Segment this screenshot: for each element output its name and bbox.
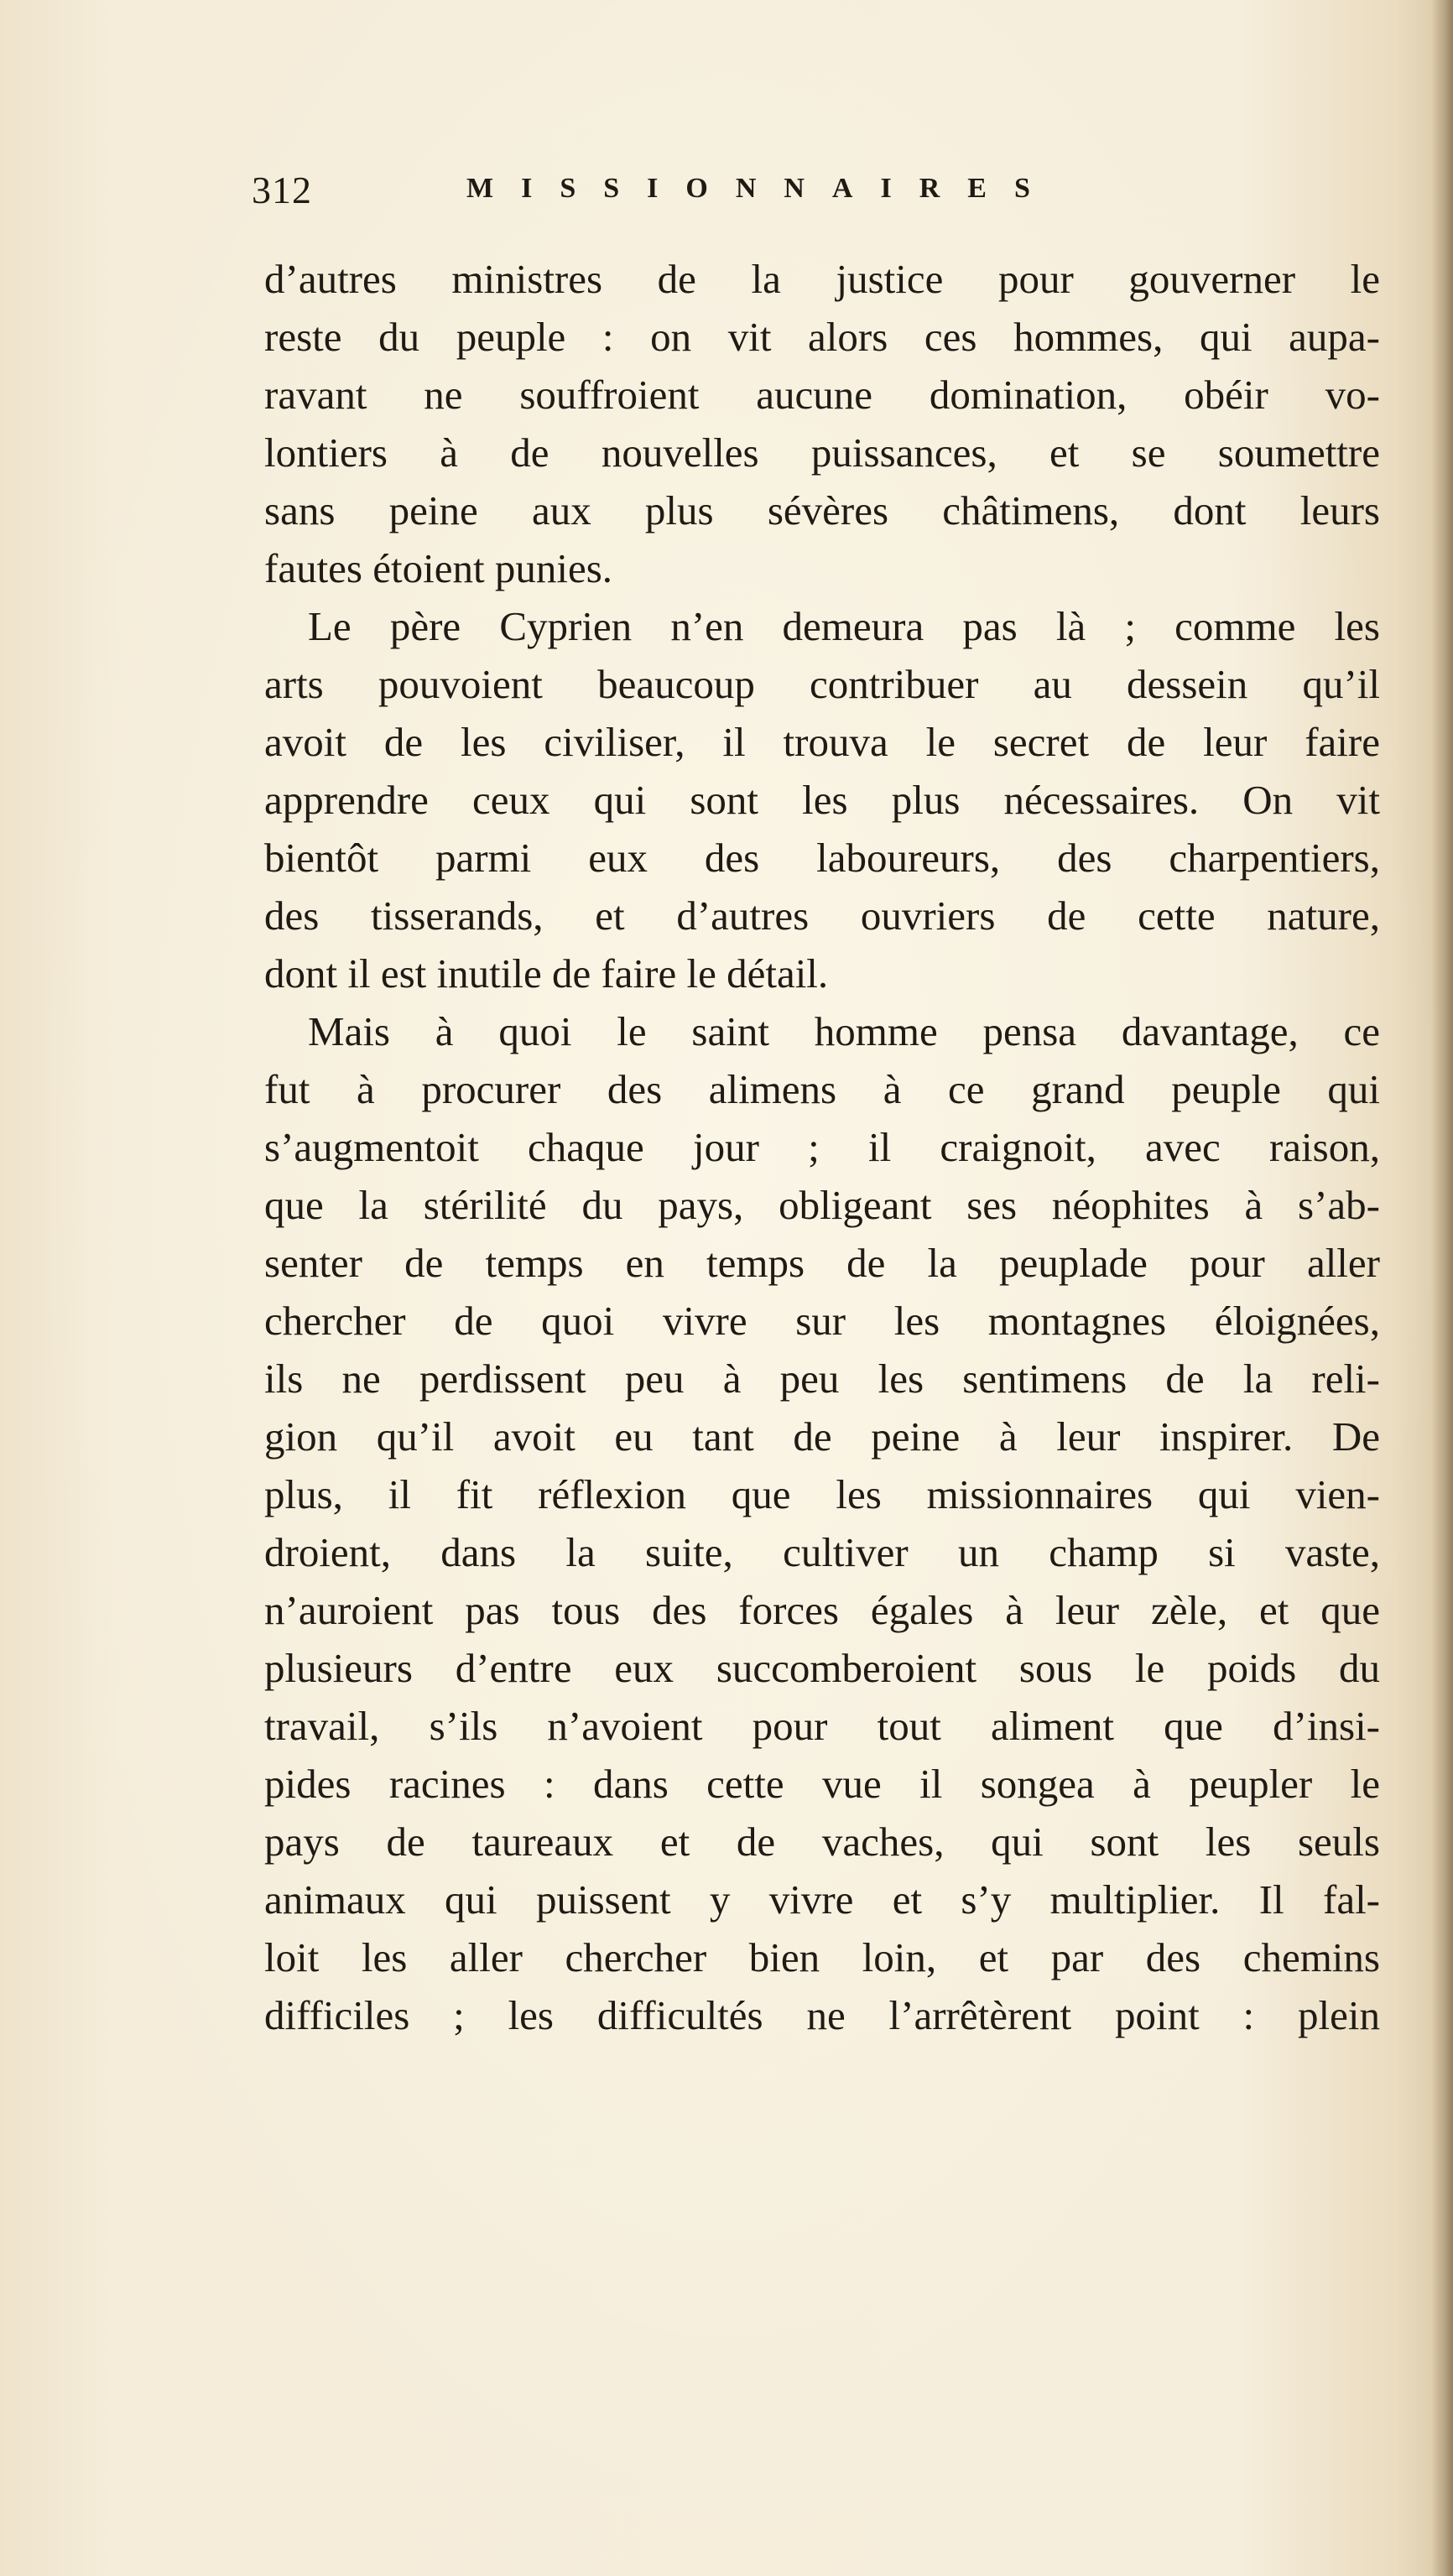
text-line: s’augmentoit chaque jour ; il craignoit, avec raison,	[264, 1124, 1380, 1170]
text-line: animaux qui puissent y vivre et s’y multiplier. Il fal-	[264, 1876, 1380, 1923]
text-line: sans peine aux plus sévères châtimens, dont leurs	[264, 487, 1380, 533]
text-line: bientôt parmi eux des laboureurs, des charpentiers,	[264, 835, 1380, 881]
text-line: fut à procurer des alimens à ce grand peuple qui	[264, 1066, 1380, 1112]
running-head: MISSIONNAIRES	[466, 173, 1058, 204]
text-line: pays de taureaux et de vaches, qui sont les seuls	[264, 1819, 1380, 1865]
text-line: apprendre ceux qui sont les plus nécessaires. On vit	[264, 777, 1380, 823]
text-line: difficiles ; les difficultés ne l’arrêtèrent point : plein	[264, 1992, 1380, 2038]
text-line: n’auroient pas tous des forces égales à leur zèle, et que	[264, 1587, 1380, 1633]
text-line: avoit de les civiliser, il trouva le secret de leur faire	[264, 719, 1380, 765]
paragraph-start-line: Mais à quoi le saint homme pensa davantage, ce	[308, 1008, 1380, 1054]
text-line: senter de temps en temps de la peuplade pour aller	[264, 1240, 1380, 1286]
page-number: 312	[252, 169, 312, 211]
text-line: chercher de quoi vivre sur les montagnes éloignées,	[264, 1298, 1380, 1344]
text-line: travail, s’ils n’avoient pour tout aliment que d’insi-	[264, 1703, 1380, 1749]
text-line: plusieurs d’entre eux succomberoient sous le poids du	[264, 1645, 1380, 1691]
text-line: que la stérilité du pays, obligeant ses néophites à s’ab-	[264, 1182, 1380, 1228]
text-line: loit les aller chercher bien loin, et par des chemins	[264, 1934, 1380, 1980]
body-text	[264, 250, 1380, 2044]
page-header	[252, 168, 1174, 218]
text-line: gion qu’il avoit eu tant de peine à leur inspirer. De	[264, 1413, 1380, 1460]
text-line: ravant ne souffroient aucune domination, obéir vo-	[264, 372, 1380, 418]
paragraph-start-line: Le père Cyprien n’en demeura pas là ; comme les	[308, 603, 1380, 649]
text-line: dont il est inutile de faire le détail.	[264, 950, 829, 997]
text-line: plus, il fit réflexion que les missionnaires qui vien-	[264, 1471, 1380, 1517]
text-line: ils ne perdissent peu à peu les sentimens de la reli-	[264, 1356, 1380, 1402]
text-line: fautes étoient punies.	[264, 545, 613, 591]
text-line: reste du peuple : on vit alors ces hommes, qui aupa-	[264, 314, 1380, 360]
text-line: droient, dans la suite, cultiver un champ si vaste,	[264, 1529, 1380, 1575]
page-edge-shadow	[1431, 0, 1453, 2576]
text-line: d’autres ministres de la justice pour gouverner le	[264, 256, 1380, 302]
text-line: arts pouvoient beaucoup contribuer au dessein qu’il	[264, 661, 1380, 707]
text-line: lontiers à de nouvelles puissances, et se soumettre	[264, 429, 1380, 476]
text-line: pides racines : dans cette vue il songea à peupler le	[264, 1761, 1380, 1807]
text-line: des tisserands, et d’autres ouvriers de cette nature,	[264, 892, 1380, 939]
